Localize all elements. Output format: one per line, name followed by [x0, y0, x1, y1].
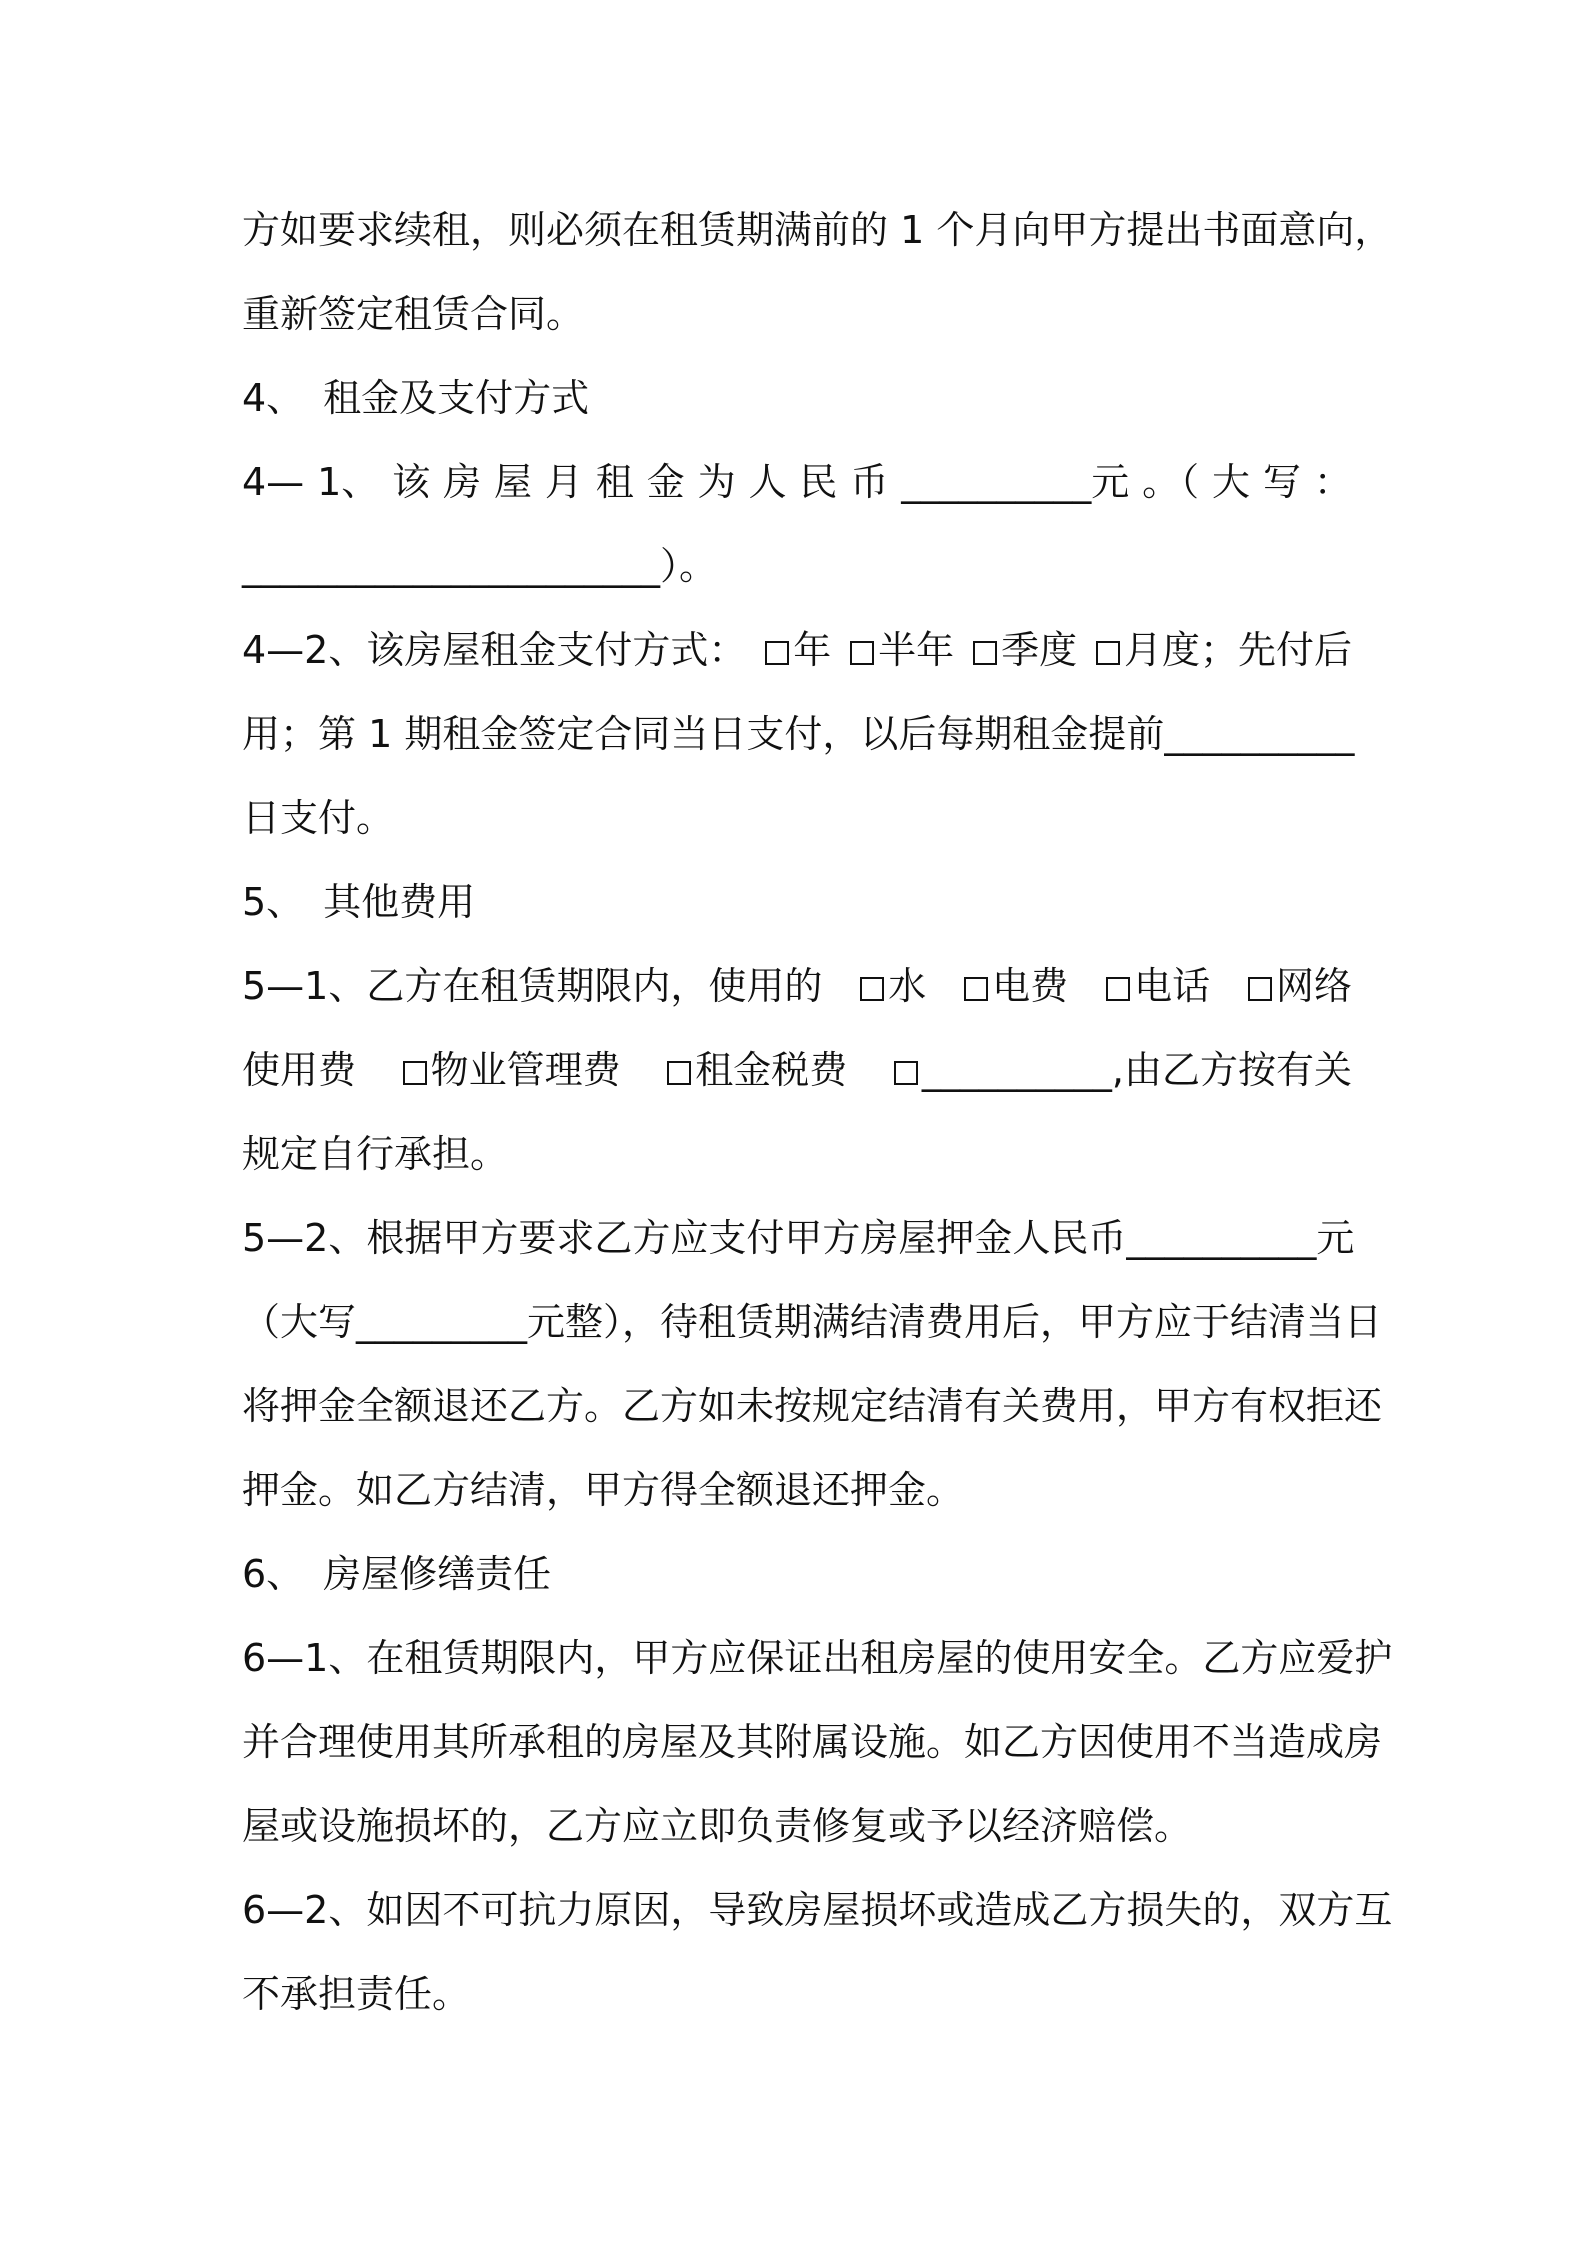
text-token: __________元	[901, 460, 1130, 504]
text-line: 不承担责任。	[242, 1972, 471, 2016]
text-line: 日支付。	[242, 796, 395, 840]
clause-4-1-line	[242, 452, 1352, 512]
checkbox-option[interactable]: 水	[860, 956, 926, 1016]
checkbox-icon[interactable]	[403, 1061, 427, 1085]
text-line: 用；第 1 期租金签定合同当日支付，以后每期租金提前__________	[242, 712, 1355, 756]
text-token: 金	[646, 460, 685, 504]
checkbox-option[interactable]: 租金税费	[667, 1040, 847, 1100]
clause-4-2-line: 4—2、该房屋租金支付方式： 年 半年 季度 月度；先付后	[242, 620, 1352, 680]
checkbox-icon[interactable]	[1106, 977, 1130, 1001]
text-token: 大	[1212, 460, 1251, 504]
text-token: 1、	[317, 460, 380, 504]
text-line: 重新签定租赁合同。	[242, 292, 585, 336]
text-line: 5—2、根据甲方要求乙方应支付甲方房屋押金人民币__________元	[242, 1216, 1355, 1260]
clause-5-1-line: 5—1、乙方在租赁期限内，使用的 水 电费 电话 网络	[242, 956, 1352, 1016]
checkbox-icon[interactable]	[964, 977, 988, 1001]
text-token: 该	[392, 460, 431, 504]
checkbox-option[interactable]: 年	[765, 620, 831, 680]
section-heading-6: 6、 房屋修缮责任	[242, 1552, 552, 1596]
text-token: 房	[443, 460, 482, 504]
text-token: 民	[799, 460, 838, 504]
text-line: 将押金全额退还乙方。乙方如未按规定结清有关费用，甲方有权拒还	[242, 1384, 1383, 1428]
section-heading-4: 4、 租金及支付方式	[242, 376, 590, 420]
checkbox-option[interactable]: 电费	[964, 956, 1068, 1016]
text-line: 6—1、在租赁期限内，甲方应保证出租房屋的使用安全。乙方应爱护	[242, 1636, 1393, 1680]
checkbox-icon[interactable]	[894, 1061, 918, 1085]
checkbox-icon[interactable]	[860, 977, 884, 1001]
text-line: 并合理使用其所承租的房屋及其附属设施。如乙方因使用不当造成房	[242, 1720, 1383, 1764]
text-token: 4—	[242, 460, 305, 504]
checkbox-option[interactable]: 网络	[1248, 956, 1352, 1016]
checkbox-icon[interactable]	[1096, 641, 1120, 665]
text-line: 方如要求续租，则必须在租赁期满前的 1 个月向甲方提出书面意向，	[242, 208, 1393, 252]
text-token: 币	[850, 460, 889, 504]
text-token: ：	[1313, 460, 1352, 504]
text-token: 。（	[1142, 460, 1200, 504]
text-token: 写	[1262, 460, 1301, 504]
checkbox-option[interactable]: 电话	[1106, 956, 1210, 1016]
checkbox-icon[interactable]	[973, 641, 997, 665]
text-line: ______________________）。	[242, 544, 718, 588]
text-token: 租	[595, 460, 634, 504]
checkbox-icon[interactable]	[1248, 977, 1272, 1001]
checkbox-option[interactable]: 物业管理费	[403, 1040, 621, 1100]
checkbox-option[interactable]: 半年	[850, 620, 954, 680]
section-heading-5: 5、 其他费用	[242, 880, 476, 924]
text-line: 屋或设施损坏的，乙方应立即负责修复或予以经济赔偿。	[242, 1804, 1193, 1848]
checkbox-option[interactable]: 月度；先付后	[1096, 620, 1352, 680]
checkbox-icon[interactable]	[667, 1061, 691, 1085]
text-token: 月	[544, 460, 583, 504]
checkbox-option[interactable]: __________,由乙方按有关	[894, 1040, 1352, 1100]
text-line: 押金。如乙方结清，甲方得全额退还押金。	[242, 1468, 965, 1512]
text-line: 6—2、如因不可抗力原因，导致房屋损坏或造成乙方损失的，双方互	[242, 1888, 1393, 1932]
checkbox-option[interactable]: 季度	[973, 620, 1077, 680]
text-token: 屋	[493, 460, 532, 504]
text-token: 为	[697, 460, 736, 504]
text-line: （大写_________元整），待租赁期满结清费用后，甲方应于结清当日	[242, 1300, 1383, 1344]
checkbox-icon[interactable]	[850, 641, 874, 665]
text-line: 规定自行承担。	[242, 1132, 509, 1176]
clause-5-1-line: 使用费 物业管理费 租金税费 __________,由乙方按有关	[242, 1040, 1352, 1100]
text-token: 人	[748, 460, 787, 504]
checkbox-icon[interactable]	[765, 641, 789, 665]
